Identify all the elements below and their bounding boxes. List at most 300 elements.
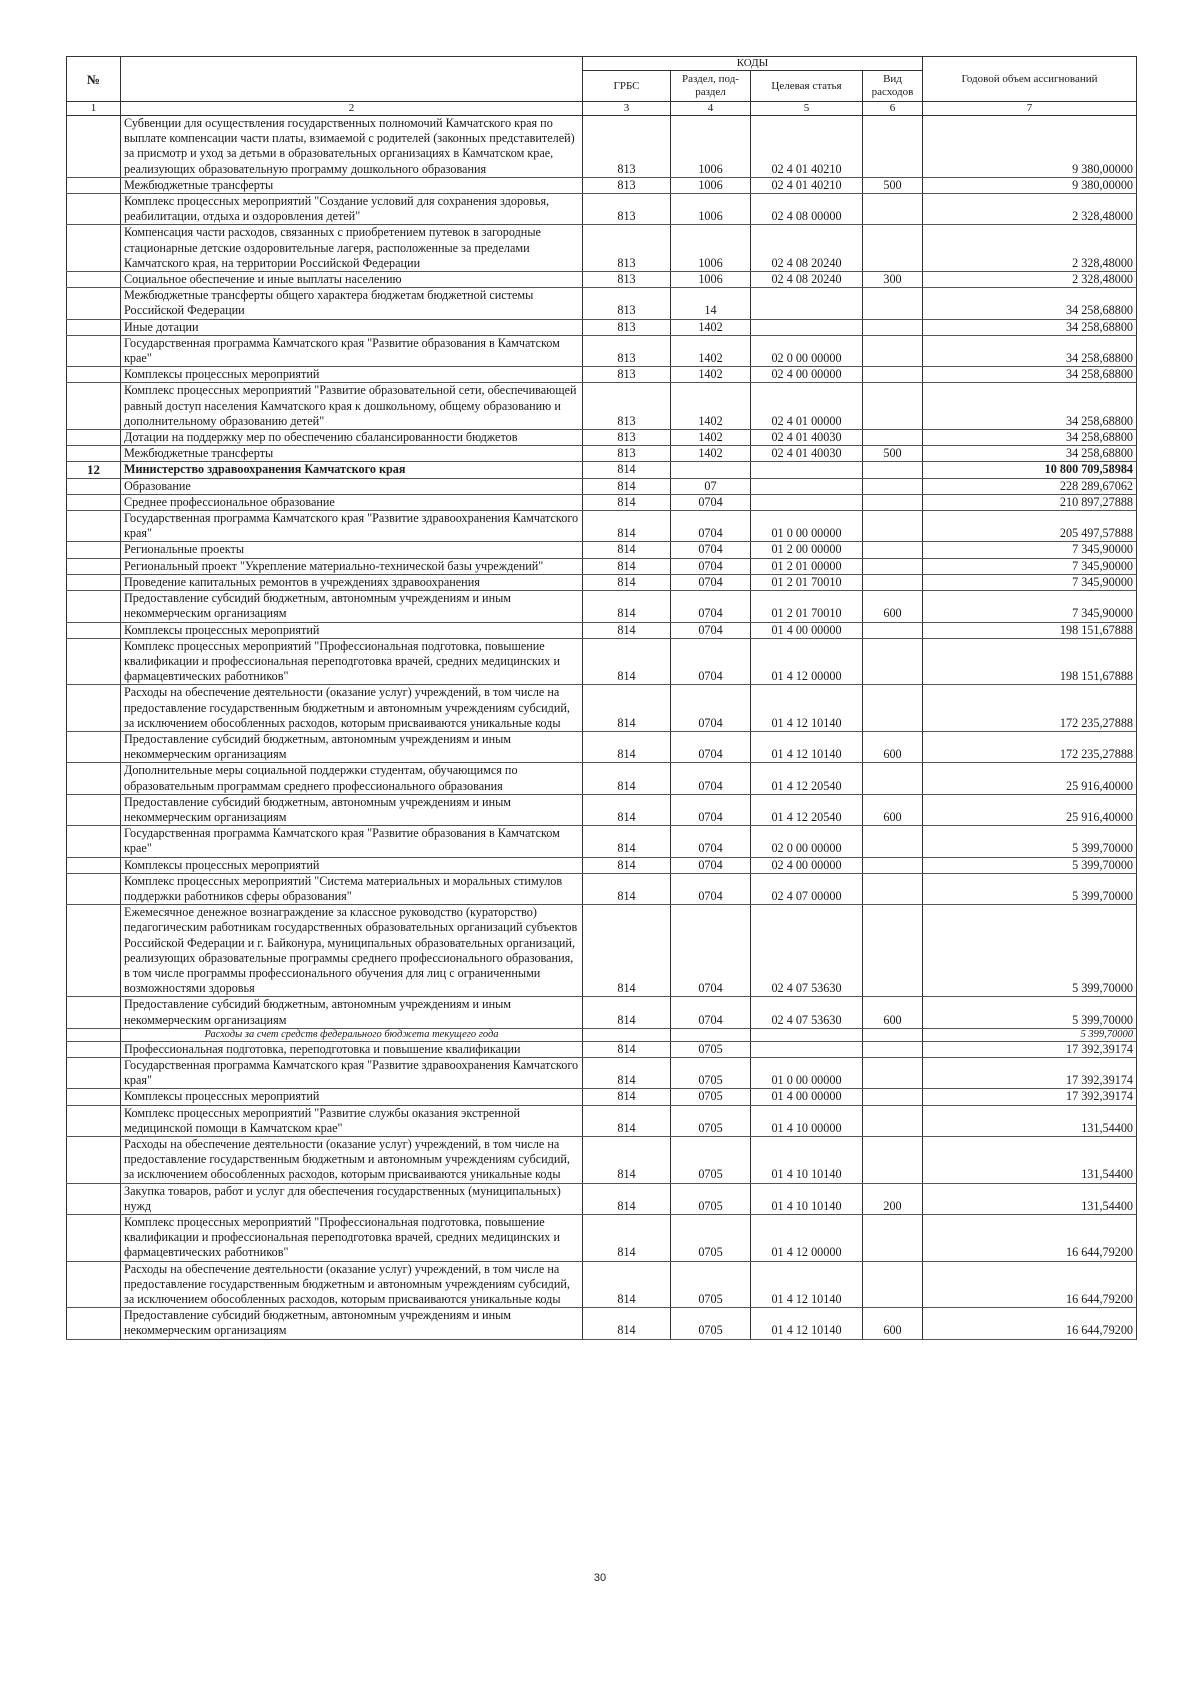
row-grbs: 814 [583,997,671,1028]
row-name: Дотации на поддержку мер по обеспечению сбалансированности бюджетов [121,430,583,446]
table-row [67,430,1137,446]
table-row [67,319,1137,335]
row-number [67,116,121,178]
header-colnum: 5 [751,102,863,116]
header-colnum: 2 [121,102,583,116]
row-name: Комплекс процессных мероприятий "Система материальных и моральных стимулов поддержки работников сферы образования" [121,873,583,904]
row-amount: 198 151,67888 [923,638,1137,685]
header-colnum: 6 [863,102,923,116]
row-section: 0704 [671,873,751,904]
row-number [67,574,121,590]
table-row [67,1089,1137,1105]
row-number [67,857,121,873]
row-target-article: 02 4 01 40210 [751,116,863,178]
row-section: 1006 [671,177,751,193]
row-grbs: 813 [583,319,671,335]
table-row [67,446,1137,462]
row-amount: 172 235,27888 [923,731,1137,762]
row-amount: 9 380,00000 [923,177,1137,193]
row-grbs: 813 [583,116,671,178]
row-target-article: 02 4 08 20240 [751,272,863,288]
row-name: Ежемесячное денежное вознаграждение за классное руководство (кураторство) педагогическим работникам государственных образовательных организаций субъектов Российской Федерации и г. Байконура, муниципальных образовательных организаций, реализующих образовательные программы среднего профессионального образования, в том числе программы профессионального обучения для лиц с ограниченными возможностями здоровья [121,905,583,997]
row-expense-kind [863,857,923,873]
row-grbs: 814 [583,494,671,510]
row-name: Закупка товаров, работ и услуг для обеспечения государственных (муниципальных) нужд [121,1183,583,1214]
row-grbs: 814 [583,873,671,904]
row-expense-kind [863,430,923,446]
row-expense-kind [863,1261,923,1308]
row-target-article: 02 4 07 00000 [751,873,863,904]
row-grbs [583,1028,671,1041]
table-body [67,116,1137,1340]
row-section: 1006 [671,272,751,288]
row-amount: 25 916,40000 [923,763,1137,794]
row-expense-kind [863,1057,923,1088]
row-grbs: 814 [583,826,671,857]
row-grbs: 814 [583,638,671,685]
row-expense-kind [863,1105,923,1136]
page-number: 30 [593,1572,607,1584]
row-target-article: 02 4 01 40210 [751,177,863,193]
row-name: Комплекс процессных мероприятий "Создание условий для сохранения здоровья, реабилитации, отдыха и оздоровления детей" [121,194,583,225]
row-grbs: 814 [583,1089,671,1105]
row-amount: 34 258,68800 [923,430,1137,446]
row-section: 0704 [671,511,751,542]
row-amount: 7 345,90000 [923,591,1137,622]
row-number [67,494,121,510]
row-grbs: 813 [583,272,671,288]
row-number [67,558,121,574]
row-number [67,446,121,462]
row-number [67,1105,121,1136]
row-amount: 210 897,27888 [923,494,1137,510]
row-name: Комплекс процессных мероприятий "Развитие службы оказания экстренной медицинской помощи в Камчатском крае" [121,1105,583,1136]
row-number [67,367,121,383]
row-section: 1006 [671,225,751,272]
row-amount: 5 399,70000 [923,857,1137,873]
row-amount: 16 644,79200 [923,1215,1137,1262]
row-amount: 205 497,57888 [923,511,1137,542]
row-target-article: 01 4 12 10140 [751,1308,863,1339]
table-row [67,494,1137,510]
header-grbs: ГРБС [583,71,671,102]
row-target-article: 01 4 12 20540 [751,794,863,825]
row-name: Комплексы процессных мероприятий [121,857,583,873]
row-grbs: 814 [583,731,671,762]
row-name: Межбюджетные трансферты общего характера бюджетам бюджетной системы Российской Федерации [121,288,583,319]
row-expense-kind [863,335,923,366]
row-amount: 198 151,67888 [923,622,1137,638]
row-target-article: 02 4 07 53630 [751,905,863,997]
header-colnum: 3 [583,102,671,116]
row-number [67,542,121,558]
header-target: Целевая статья [751,71,863,102]
table-row [67,1137,1137,1184]
row-grbs: 814 [583,558,671,574]
row-expense-kind [863,763,923,794]
row-section: 0704 [671,905,751,997]
row-section: 0705 [671,1308,751,1339]
row-section: 0704 [671,685,751,732]
table-row [67,794,1137,825]
row-expense-kind [863,478,923,494]
row-expense-kind: 200 [863,1183,923,1214]
row-name: Предоставление субсидий бюджетным, автономным учреждениям и иным некоммерческим организациям [121,731,583,762]
row-name: Государственная программа Камчатского края "Развитие образования в Камчатском крае" [121,335,583,366]
row-number [67,873,121,904]
row-grbs: 814 [583,622,671,638]
row-target-article: 01 0 00 00000 [751,511,863,542]
row-target-article: 02 4 08 20240 [751,225,863,272]
row-expense-kind [863,638,923,685]
row-section: 0704 [671,591,751,622]
row-target-article: 01 4 10 00000 [751,1105,863,1136]
row-section: 0704 [671,494,751,510]
row-section: 0704 [671,638,751,685]
row-amount: 34 258,68800 [923,288,1137,319]
row-expense-kind [863,1028,923,1041]
row-amount: 16 644,79200 [923,1308,1137,1339]
row-amount: 2 328,48000 [923,225,1137,272]
header-name-blank [121,57,583,102]
table-row [67,511,1137,542]
row-name: Профессиональная подготовка, переподготовка и повышение квалификации [121,1041,583,1057]
row-section: 07 [671,478,751,494]
row-grbs: 814 [583,511,671,542]
row-amount: 7 345,90000 [923,574,1137,590]
row-section: 1402 [671,430,751,446]
row-section: 0705 [671,1261,751,1308]
row-grbs: 814 [583,542,671,558]
row-expense-kind [863,1089,923,1105]
table-row [67,1308,1137,1339]
row-grbs: 813 [583,335,671,366]
row-target-article: 01 4 00 00000 [751,622,863,638]
row-name: Министерство здравоохранения Камчатского края [121,462,583,478]
row-amount: 172 235,27888 [923,685,1137,732]
row-amount: 131,54400 [923,1183,1137,1214]
row-name: Предоставление субсидий бюджетным, автономным учреждениям и иным некоммерческим организациям [121,997,583,1028]
row-grbs: 814 [583,591,671,622]
row-grbs: 814 [583,857,671,873]
row-name: Комплекс процессных мероприятий "Развитие образовательной сети, обеспечивающей равный доступ населения Камчатского края к дошкольному, общему образованию и дополнительному образованию детей" [121,383,583,430]
row-name: Иные дотации [121,319,583,335]
row-grbs: 814 [583,1137,671,1184]
row-name: Государственная программа Камчатского края "Развитие здравоохранения Камчатского края" [121,511,583,542]
row-amount: 7 345,90000 [923,558,1137,574]
row-number [67,591,121,622]
row-grbs: 814 [583,462,671,478]
row-expense-kind [863,511,923,542]
row-name: Предоставление субсидий бюджетным, автономным учреждениям и иным некоммерческим организациям [121,1308,583,1339]
row-name: Расходы на обеспечение деятельности (оказание услуг) учреждений, в том числе на предоставление государственным бюджетным и автономным учреждениям субсидий, за исключением обособленных расходов, которым присваиваются уникальные коды [121,1261,583,1308]
row-amount: 5 399,70000 [923,826,1137,857]
header-section: Раздел, под-раздел [671,71,751,102]
row-section: 1006 [671,116,751,178]
row-section [671,462,751,478]
row-name: Региональный проект "Укрепление материально-технической базы учреждений" [121,558,583,574]
row-amount: 5 399,70000 [923,873,1137,904]
row-name: Предоставление субсидий бюджетным, автономным учреждениям и иным некоммерческим организациям [121,794,583,825]
row-name: Комплексы процессных мероприятий [121,622,583,638]
table-row [67,1105,1137,1136]
row-target-article [751,319,863,335]
row-expense-kind [863,1137,923,1184]
row-number [67,511,121,542]
row-section: 0705 [671,1041,751,1057]
row-section: 1402 [671,335,751,366]
table-row [67,638,1137,685]
row-target-article [751,1028,863,1041]
row-name: Среднее профессиональное образование [121,494,583,510]
table-row [67,462,1137,478]
row-number [67,1089,121,1105]
row-amount: 34 258,68800 [923,319,1137,335]
row-grbs: 814 [583,1261,671,1308]
row-name: Субвенции для осуществления государственных полномочий Камчатского края по выплате компенсации части платы, взимаемой с родителей (законных представителей) за присмотр и уход за детьми в образовательных организациях в Камчатском крае, реализующих образовательную программу дошкольного образования [121,116,583,178]
row-number [67,1261,121,1308]
table-row [67,763,1137,794]
header-colnum: 7 [923,102,1137,116]
row-number [67,1057,121,1088]
row-target-article: 01 4 12 00000 [751,1215,863,1262]
table-row [67,731,1137,762]
table-row [67,478,1137,494]
row-section: 0705 [671,1057,751,1088]
table-row [67,873,1137,904]
row-target-article [751,288,863,319]
table-row [67,1028,1137,1041]
row-amount: 228 289,67062 [923,478,1137,494]
row-grbs: 813 [583,177,671,193]
table-row [67,905,1137,997]
row-name: Компенсация части расходов, связанных с приобретением путевок в загородные стационарные детские оздоровительные лагеря, расположенные за пределами Камчатского края, на территории Российской Федерации [121,225,583,272]
row-target-article: 02 4 01 40030 [751,430,863,446]
table-row [67,591,1137,622]
row-expense-kind [863,225,923,272]
row-number [67,1308,121,1339]
row-name: Государственная программа Камчатского края "Развитие образования в Камчатском крае" [121,826,583,857]
row-amount: 5 399,70000 [923,905,1137,997]
row-number [67,905,121,997]
row-name: Образование [121,478,583,494]
row-name: Комплекс процессных мероприятий "Профессиональная подготовка, повышение квалификации и профессиональная переподготовка врачей, средних медицинских и фармацевтических работников" [121,638,583,685]
row-target-article: 01 4 12 20540 [751,763,863,794]
row-amount: 131,54400 [923,1105,1137,1136]
row-target-article: 01 4 10 10140 [751,1183,863,1214]
row-number [67,319,121,335]
row-target-article [751,494,863,510]
row-number [67,1183,121,1214]
table-row [67,1041,1137,1057]
row-amount: 2 328,48000 [923,272,1137,288]
table-row [67,335,1137,366]
row-name: Комплексы процессных мероприятий [121,367,583,383]
row-section: 0704 [671,826,751,857]
row-number [67,997,121,1028]
row-grbs: 813 [583,446,671,462]
row-name: Межбюджетные трансферты [121,446,583,462]
row-name: Социальное обеспечение и иные выплаты населению [121,272,583,288]
row-target-article: 01 0 00 00000 [751,1057,863,1088]
row-section [671,1028,751,1041]
row-target-article [751,1041,863,1057]
row-number [67,430,121,446]
row-expense-kind: 300 [863,272,923,288]
row-grbs: 814 [583,1057,671,1088]
row-expense-kind: 600 [863,591,923,622]
row-grbs: 814 [583,1183,671,1214]
row-name: Предоставление субсидий бюджетным, автономным учреждениям и иным некоммерческим организациям [121,591,583,622]
table-row [67,194,1137,225]
row-number [67,638,121,685]
row-section: 0705 [671,1137,751,1184]
header-number: № [67,57,121,102]
row-section: 0705 [671,1089,751,1105]
row-section: 1402 [671,446,751,462]
row-grbs: 813 [583,367,671,383]
row-grbs: 814 [583,685,671,732]
row-expense-kind [863,288,923,319]
table-row [67,177,1137,193]
row-grbs: 814 [583,478,671,494]
row-target-article: 01 4 12 10140 [751,731,863,762]
row-section: 0704 [671,763,751,794]
table-row [67,542,1137,558]
row-target-article: 01 4 12 00000 [751,638,863,685]
row-expense-kind [863,622,923,638]
row-amount: 16 644,79200 [923,1261,1137,1308]
row-amount: 17 392,39174 [923,1041,1137,1057]
row-target-article: 01 2 00 00000 [751,542,863,558]
row-section: 1402 [671,383,751,430]
row-section: 0704 [671,857,751,873]
row-target-article: 01 2 01 70010 [751,591,863,622]
row-expense-kind: 600 [863,731,923,762]
row-number [67,685,121,732]
table-row [67,225,1137,272]
table-row [67,685,1137,732]
row-expense-kind [863,319,923,335]
header-colnum: 4 [671,102,751,116]
table-row [67,1215,1137,1262]
table-row [67,826,1137,857]
header-colnum: 1 [67,102,121,116]
row-number [67,288,121,319]
row-grbs: 814 [583,1308,671,1339]
row-number [67,731,121,762]
row-target-article: 01 4 12 10140 [751,1261,863,1308]
row-section: 0704 [671,574,751,590]
row-target-article: 02 4 01 40030 [751,446,863,462]
row-expense-kind [863,542,923,558]
row-section: 0704 [671,558,751,574]
row-target-article: 01 2 01 70010 [751,574,863,590]
row-expense-kind [863,383,923,430]
row-section: 0704 [671,731,751,762]
row-section: 0704 [671,794,751,825]
row-name: Региональные проекты [121,542,583,558]
row-target-article: 01 4 12 10140 [751,685,863,732]
row-target-article: 02 4 08 00000 [751,194,863,225]
row-section: 1006 [671,194,751,225]
row-expense-kind [863,462,923,478]
row-section: 0704 [671,622,751,638]
row-section: 14 [671,288,751,319]
row-target-article [751,462,863,478]
row-expense-kind [863,1041,923,1057]
row-amount: 17 392,39174 [923,1057,1137,1088]
table-row [67,367,1137,383]
row-target-article: 02 4 00 00000 [751,857,863,873]
row-number [67,826,121,857]
row-name: Расходы за счет средств федерального бюджета текущего года [121,1028,583,1041]
header-kind: Вид расходов [863,71,923,102]
table-row [67,1057,1137,1088]
row-number [67,1137,121,1184]
row-grbs: 814 [583,1041,671,1057]
row-amount: 9 380,00000 [923,116,1137,178]
row-expense-kind: 600 [863,1308,923,1339]
row-section: 0704 [671,542,751,558]
row-grbs: 814 [583,763,671,794]
row-amount: 131,54400 [923,1137,1137,1184]
row-name: Проведение капитальных ремонтов в учреждениях здравоохранения [121,574,583,590]
row-number [67,478,121,494]
row-expense-kind [863,116,923,178]
row-target-article: 02 0 00 00000 [751,335,863,366]
table-row [67,272,1137,288]
row-number [67,1041,121,1057]
row-grbs: 813 [583,288,671,319]
table-row [67,1183,1137,1214]
row-expense-kind: 600 [863,997,923,1028]
row-grbs: 814 [583,794,671,825]
row-grbs: 813 [583,225,671,272]
table-header [67,57,1137,116]
row-grbs: 814 [583,1215,671,1262]
row-expense-kind [863,494,923,510]
row-grbs: 813 [583,430,671,446]
row-target-article: 02 4 07 53630 [751,997,863,1028]
row-expense-kind: 500 [863,177,923,193]
row-target-article: 02 0 00 00000 [751,826,863,857]
row-expense-kind [863,1215,923,1262]
row-amount: 5 399,70000 [923,997,1137,1028]
row-section: 0705 [671,1105,751,1136]
row-number [67,272,121,288]
row-number [67,335,121,366]
row-number [67,383,121,430]
row-expense-kind [863,685,923,732]
row-grbs: 814 [583,574,671,590]
row-name: Расходы на обеспечение деятельности (оказание услуг) учреждений, в том числе на предоставление государственным бюджетным и автономным учреждениям субсидий, за исключением обособленных расходов, которым присваиваются уникальные коды [121,1137,583,1184]
row-expense-kind [863,873,923,904]
row-amount: 17 392,39174 [923,1089,1137,1105]
row-name: Комплекс процессных мероприятий "Профессиональная подготовка, повышение квалификации и профессиональная переподготовка врачей, средних медицинских и фармацевтических работников" [121,1215,583,1262]
row-amount: 34 258,68800 [923,335,1137,366]
row-grbs: 814 [583,1105,671,1136]
row-expense-kind: 500 [863,446,923,462]
budget-table [66,56,1137,1340]
row-amount: 5 399,70000 [923,1028,1137,1041]
row-number [67,194,121,225]
table-row [67,574,1137,590]
row-amount: 10 800 709,58984 [923,462,1137,478]
table-row [67,288,1137,319]
row-amount: 25 916,40000 [923,794,1137,825]
row-expense-kind [863,905,923,997]
